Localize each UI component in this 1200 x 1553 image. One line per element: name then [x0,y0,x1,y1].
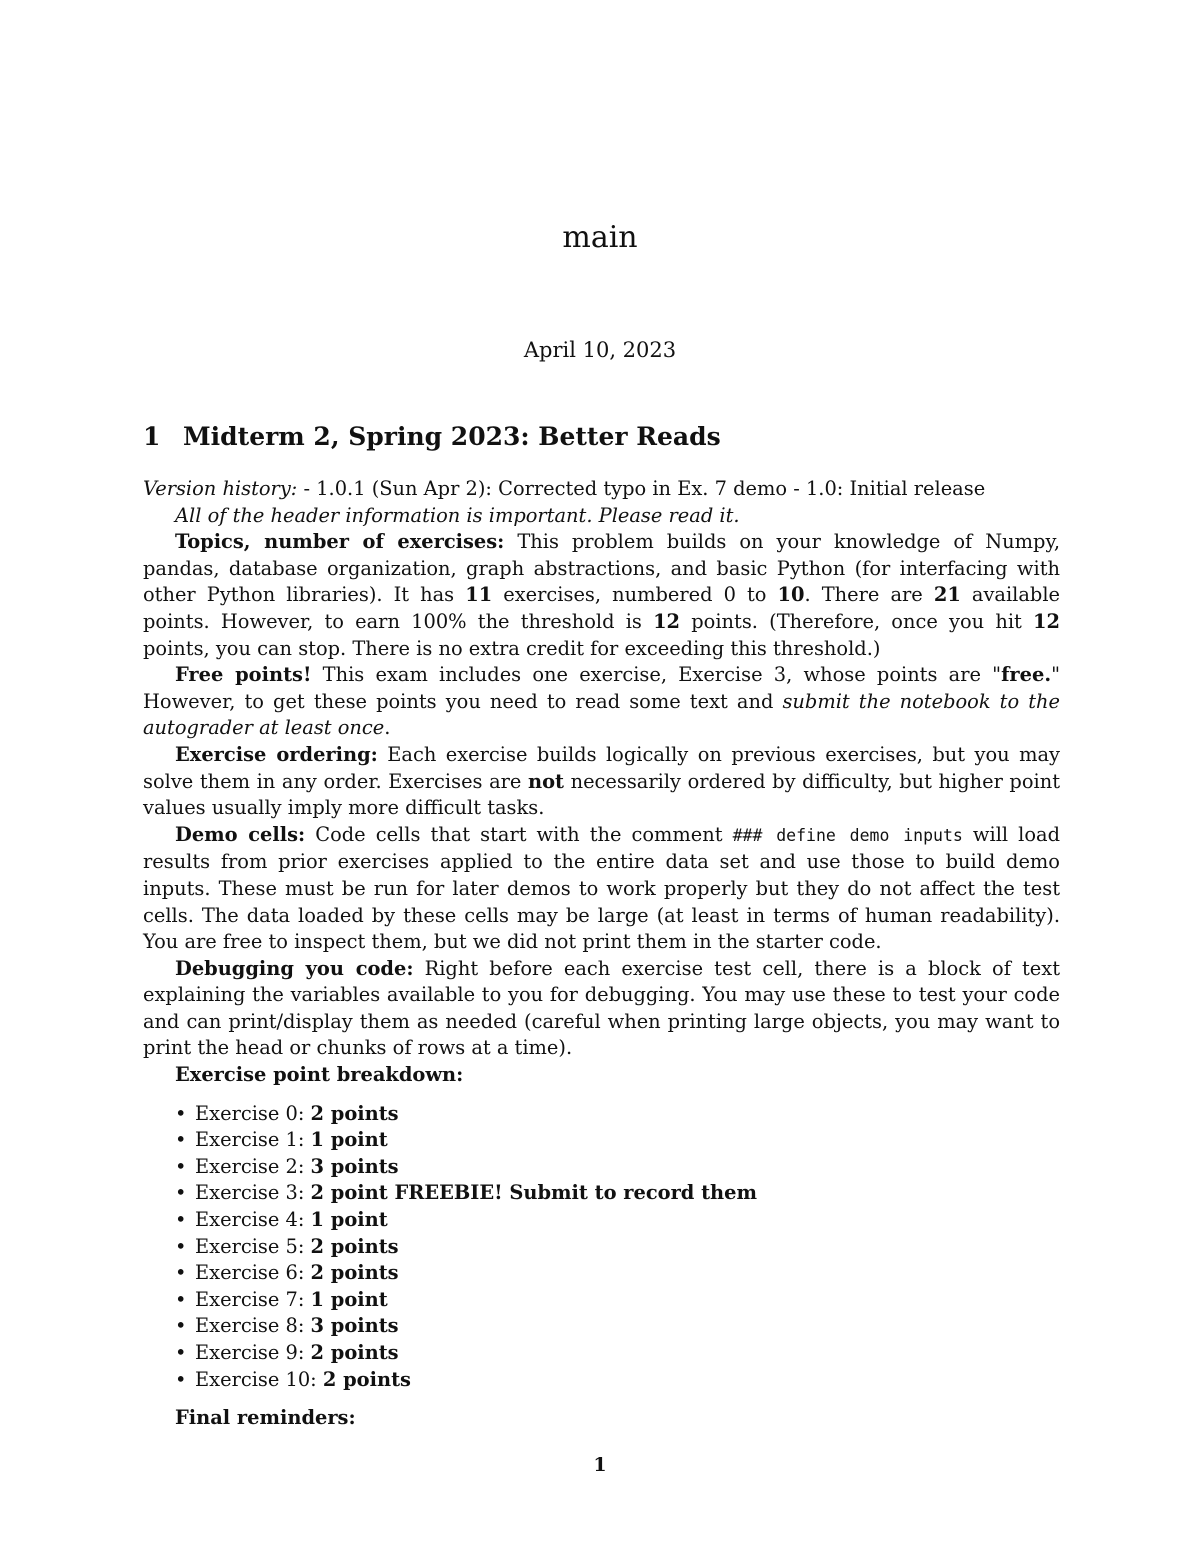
header-note-text: All of the header information is important. Please read it. [175,503,740,527]
topics-text: points, you can stop. There is no extra credit for exceeding this threshold.) [143,636,881,660]
debugging-label: Debugging you code: [175,956,414,980]
bullet-icon: • [175,1341,187,1364]
exercise-name: Exercise 8: [195,1314,305,1338]
free-points-text: " However, to get these points you need to read some text and [143,663,1060,713]
breakdown-label: Exercise point breakdown: [175,1063,464,1087]
topics-paragraph [143,529,1060,662]
list-item [175,1180,1060,1207]
bullet-icon: • [175,1234,187,1258]
bullet-icon: • [175,1154,187,1178]
exercise-points: 2 points [322,1367,411,1391]
exercise-name: Exercise 1: [195,1128,305,1152]
threshold-points: 12 [1033,609,1060,633]
list-item [175,1234,1060,1261]
topics-text: available points. However, to earn 100% the threshold is [143,583,1061,633]
exercise-points: 2 point [310,1181,388,1205]
bullet-icon: • [175,1261,187,1285]
exercise-name: Exercise 6: [195,1261,305,1285]
exercise-points: 1 point [310,1208,388,1232]
section-number: 1 [143,422,161,451]
topics-text: points. (Therefore, once you hit [680,609,1034,633]
exercise-name: Exercise 3: [195,1181,305,1205]
bullet-icon: • [175,1128,187,1152]
list-item [175,1313,1060,1340]
available-points: 21 [933,583,961,607]
exercise-points: 2 points [310,1341,399,1364]
demo-code-snippet: ### define demo inputs [732,825,963,845]
ordering-text: Each exercise builds logically on previous exercises, but you may solve them in any order. Exercises are [143,742,1061,793]
document-body [143,476,1060,1432]
demo-cells-text: will load results from prior exercises applied to the entire data set and use those to build demo inputs. These must be run for later demos to work properly but they do not affect the test cells. The data loaded by these cells may be large (at least in terms of human readability). You are free to inspect them, but we did not print them in the starter code. [143,822,1061,954]
list-item [175,1154,1060,1181]
free-points-label: Free points! [175,663,312,687]
list-item [175,1127,1060,1154]
ordering-text: necessarily ordered by difficulty, but higher point values usually imply more difficult tasks. [143,769,1061,820]
section-title: Midterm 2, Spring 2023: Better Reads [183,422,721,451]
final-reminders-heading [143,1405,1060,1432]
version-history [143,476,1060,503]
breakdown-heading [143,1062,1060,1089]
exercise-name: Exercise 9: [195,1341,305,1364]
points-list [143,1101,1060,1394]
free-points-text: . [384,716,391,740]
exercise-name: Exercise 7: [195,1287,305,1311]
exercise-points: 2 points [310,1261,399,1285]
threshold-points: 12 [653,609,681,633]
section-heading [143,420,721,454]
document-date: April 10, 2023 [523,338,677,362]
demo-cells-paragraph [143,822,1060,956]
bullet-icon: • [175,1287,187,1311]
document-title: main [562,220,638,255]
exercise-name: Exercise 4: [195,1208,305,1232]
ordering-label: Exercise ordering: [175,742,378,766]
bullet-icon: • [175,1181,187,1205]
freebie-note: FREEBIE! Submit to record them [387,1181,757,1205]
exercise-points: 3 points [310,1154,399,1178]
list-item [175,1367,1060,1394]
exercise-name: Exercise 5: [195,1234,305,1258]
free-word: free. [1001,663,1052,687]
bullet-icon: • [175,1208,187,1232]
free-points-paragraph [143,662,1060,742]
free-points-text: This exam includes one exercise, Exercise 3, whose points are " [311,663,1002,687]
list-item [175,1287,1060,1314]
list-item [175,1207,1060,1234]
list-item [175,1340,1060,1367]
exercise-name: Exercise 2: [195,1154,305,1178]
version-text: - 1.0.1 (Sun Apr 2): Corrected typo in Ex. 7 demo - 1.0: Initial release [297,477,986,500]
topics-text: . There are [804,583,934,607]
exercise-count: 11 [465,583,493,607]
debugging-text: Right before each exercise test cell, there is a block of text explaining the variables available to you for debugging. You may use these to test your code and can print/display them as needed (careful when printing large objects, you may want to print the head or chunks of rows at a time). [143,956,1061,1060]
header-note [143,503,1060,530]
exercise-points: 2 points [310,1101,399,1125]
demo-cells-label: Demo cells: [175,822,306,846]
exercise-points: 1 point [310,1287,388,1311]
page-number: 1 [593,1454,607,1476]
list-item [175,1101,1060,1128]
bullet-icon: • [175,1101,187,1125]
list-item [175,1260,1060,1287]
topics-text: exercises, numbered 0 to [492,583,778,607]
exercise-points: 3 points [310,1314,399,1338]
submit-emphasis: submit the notebook to the autograder at least once [143,689,1060,740]
demo-cells-text: Code cells that start with the comment [305,822,733,846]
topics-text: This problem builds on your knowledge of Numpy, pandas, database organization, graph abstractions, and basic Python (for interfacing with other Python libraries). It has [143,530,1060,607]
bullet-icon: • [175,1367,187,1391]
not-emphasis: not [528,769,564,793]
topics-label: Topics, number of exercises: [175,530,505,554]
exercise-name: Exercise 0: [195,1101,305,1125]
debugging-paragraph [143,956,1060,1062]
ordering-paragraph [143,742,1060,822]
final-reminders-label: Final reminders: [175,1406,356,1430]
version-label: Version history: [143,477,298,500]
bullet-icon: • [175,1314,187,1338]
last-exercise-number: 10 [777,583,805,607]
exercise-points: 2 points [310,1234,399,1258]
exercise-name: Exercise 10: [195,1367,317,1391]
exercise-points: 1 point [310,1128,388,1152]
